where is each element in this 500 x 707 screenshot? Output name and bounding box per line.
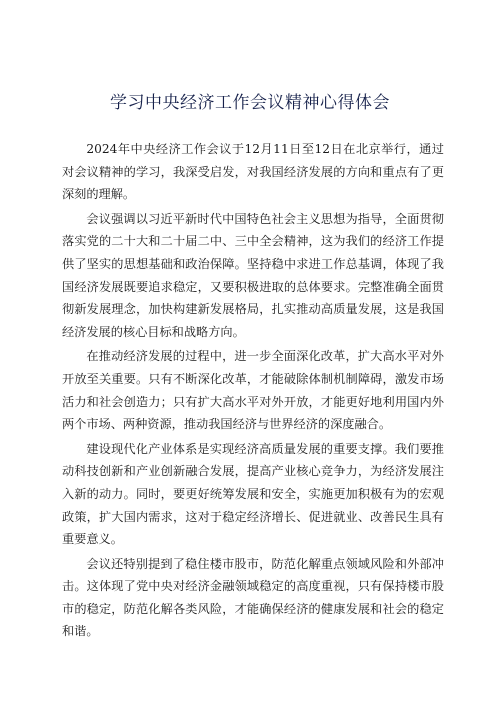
paragraph-1: 2024年中央经济工作会议于12月11日至12日在北京举行，通过对会议精神的学习，我深受启发，对我国经济发展的方向和重点有了更深刻的理解。 <box>62 142 444 202</box>
paragraph-2: 会议强调以习近平新时代中国特色社会主义思想为指导，全面贯彻落实党的二十大和二十届二中、三中全会精神，这为我们的经济工作提供了坚实的思想基础和政治保障。坚持稳中求进工作总基调，体现了我国经济发展既要追求稳定，又要积极进取的总体要求。完整准确全面贯彻新发展理念，加快构建新发展格局，扎实推动高质量发展，这是我国经济发展的核心目标和战略方向。 <box>62 211 444 339</box>
document-title: 学习中央经济工作会议精神心得体会 <box>110 93 390 113</box>
document-body <box>62 138 444 645</box>
paragraph-3: 在推动经济发展的过程中，进一步全面深化改革，扩大高水平对外开放至关重要。只有不断深化改革，才能破除体制机制障碍，激发市场活力和社会创造力；只有扩大高水平对外开放，才能更好地利用国内外两个市场、两种资源，推动我国经济与世界经济的深度融合。 <box>62 349 444 432</box>
paragraph-5: 会议还特别提到了稳住楼市股市，防范化解重点领域风险和外部冲击。这体现了党中央对经济金融领域稳定的高度重视，只有保持楼市股市的稳定，防范化解各类风险，才能确保经济的健康发展和社会的稳定和谐。 <box>62 556 444 639</box>
paragraph-4: 建设现代化产业体系是实现经济高质量发展的重要支撑。我们要推动科技创新和产业创新融合发展，提高产业核心竞争力，为经济发展注入新的动力。同时，要更好统筹发展和安全，实施更加积极有为的宏观政策，扩大国内需求，这对于稳定经济增长、促进就业、改善民生具有重要意义。 <box>62 441 444 547</box>
